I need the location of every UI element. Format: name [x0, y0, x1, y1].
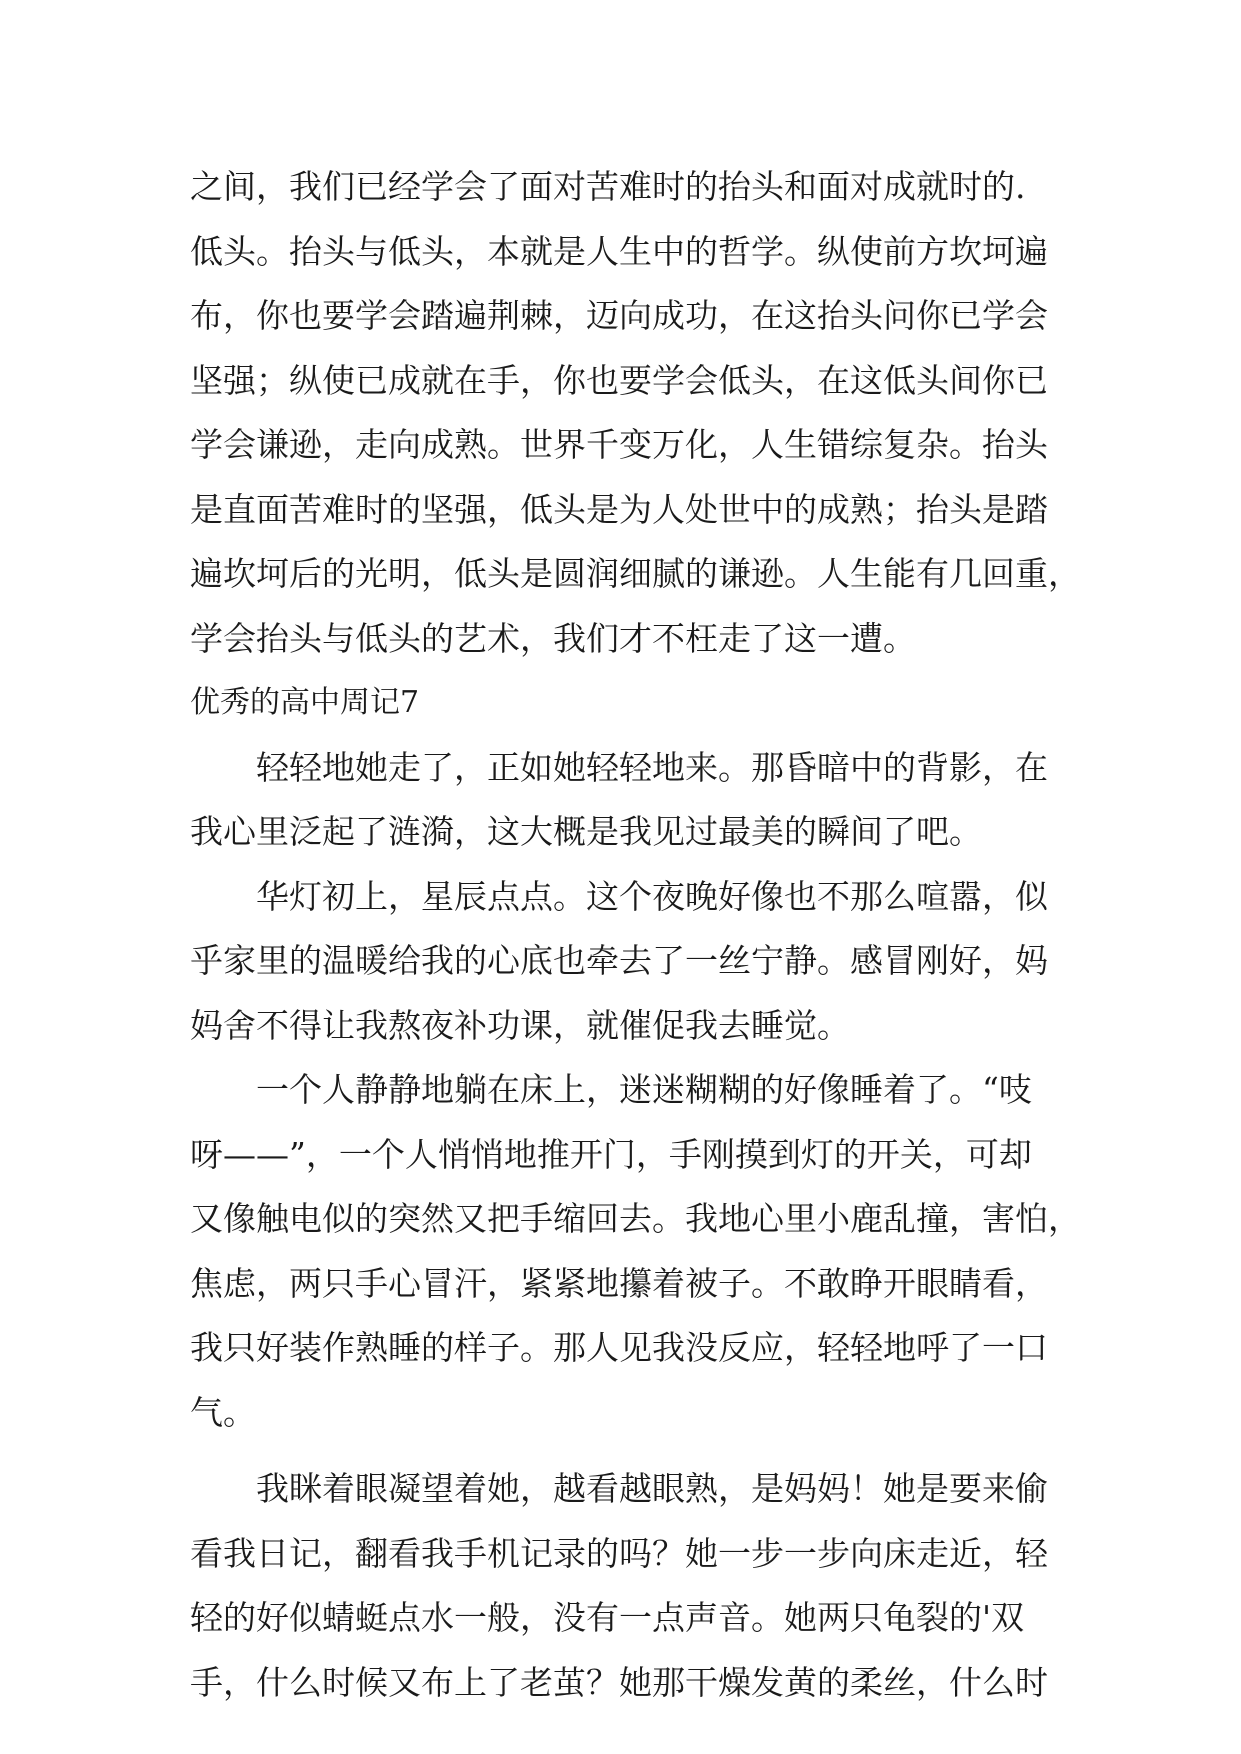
text-line: 学会抬头与低头的艺术，我们才不枉走了这一遭。 — [190, 618, 916, 658]
document-body — [190, 155, 1081, 1715]
text-line: 是直面苦难时的坚强，低头是为人处世中的成熟；抬头是踏 — [190, 489, 1048, 529]
text-line: 呀——”，一个人悄悄地推开门，手刚摸到灯的开关，可却 — [190, 1134, 1032, 1174]
text-line: 华灯初上，星辰点点。这个夜晚好像也不那么喧嚣，似 — [256, 876, 1048, 916]
paragraph-5 — [190, 1457, 1070, 1715]
section-heading: 优秀的高中周记7 — [190, 685, 420, 720]
text-line: 一个人静静地躺在床上，迷迷糊糊的好像睡着了。“吱 — [256, 1070, 1032, 1109]
text-line: 气。 — [190, 1392, 256, 1432]
paragraph-spacer — [190, 1445, 1070, 1457]
text-line: 轻轻地她走了，正如她轻轻地来。那昏暗中的背影，在 — [256, 747, 1048, 787]
text-line: 遍坎坷后的光明，低头是圆润细腻的谦逊。人生能有几回重， — [190, 554, 1081, 593]
text-line: 又像触电似的突然又把手缩回去。我地心里小鹿乱撞，害怕， — [190, 1199, 1081, 1238]
text-line: 我只好装作熟睡的样子。那人见我没反应，轻轻地呼了一口 — [190, 1328, 1048, 1367]
text-line: 轻的好似蜻蜓点水一般，没有一点声音。她两只龟裂的'双 — [190, 1598, 1025, 1637]
text-line: 妈舍不得让我熬夜补功课，就催促我去睡觉。 — [190, 1005, 850, 1045]
text-line: 之间，我们已经学会了面对苦难时的抬头和面对成就时的. — [190, 167, 1026, 206]
paragraph-4 — [190, 1058, 1081, 1445]
text-line: 布，你也要学会踏遍荆棘，迈向成功，在这抬头问你已学会 — [190, 296, 1048, 335]
text-line: 焦虑，两只手心冒汗，紧紧地攥着被子。不敢睁开眼睛看， — [190, 1263, 1048, 1303]
text-line: 我眯着眼凝望着她，越看越眼熟，是妈妈！她是要来偷 — [256, 1469, 1048, 1508]
paragraph-3 — [190, 865, 1070, 1059]
text-line: 手，什么时候又布上了老茧？她那干燥发黄的柔丝，什么时 — [190, 1662, 1048, 1702]
text-line: 看我日记，翻看我手机记录的吗？她一步一步向床走近，轻 — [190, 1533, 1048, 1573]
text-line: 低头。抬头与低头，本就是人生中的哲学。纵使前方坎坷遍 — [190, 231, 1048, 271]
text-line: 乎家里的温暖给我的心底也牵去了一丝宁静。感冒刚好，妈 — [190, 941, 1048, 980]
text-line: 学会谦逊，走向成熟。世界千变万化，人生错综复杂。抬头 — [190, 425, 1048, 464]
text-line: 我心里泛起了涟漪，这大概是我见过最美的瞬间了吧。 — [190, 812, 982, 851]
text-line: 坚强；纵使已成就在手，你也要学会低头，在这低头间你已 — [190, 360, 1048, 400]
paragraph-2 — [190, 736, 1070, 865]
paragraph-1 — [190, 155, 1081, 671]
